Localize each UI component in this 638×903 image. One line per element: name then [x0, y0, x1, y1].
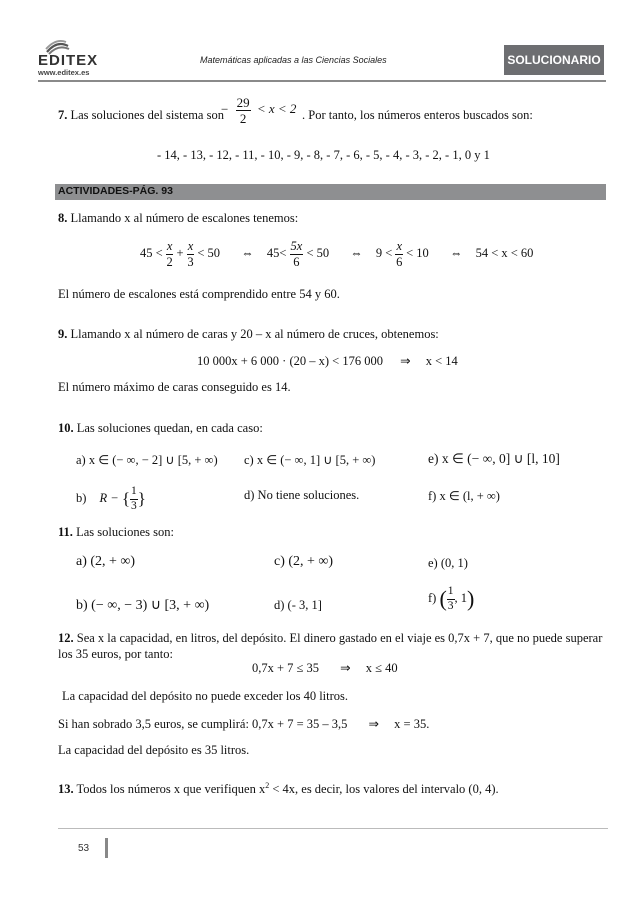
eq-part: 0,7x + 7 ≤ 35	[252, 661, 320, 675]
eq-part: < 50	[197, 245, 221, 260]
q13-text: Todos los números x que verifiquen x	[76, 782, 266, 797]
q9-text: Llamando x al número de caras y 20 – x al número de cruces, obtenemos:	[70, 327, 439, 341]
q11-answer-e: e) (0, 1)	[428, 556, 468, 570]
q12-line-2	[58, 716, 429, 732]
q11-answer-f	[428, 586, 474, 612]
fraction: $\frac{x}{2}$	[166, 239, 173, 269]
eq-part: < 50	[306, 245, 330, 260]
q12-equation	[252, 660, 398, 676]
eq-part: 10 000x + 6 000 · (20 – x) < 176 000	[197, 354, 383, 368]
brand-url: www.editex.es	[38, 68, 90, 77]
brace-open: {	[121, 489, 131, 508]
q9-equation	[197, 353, 458, 369]
q7-text: Las soluciones del sistema son	[70, 108, 224, 122]
q10-answer-b	[76, 486, 146, 512]
question-number: 10.	[58, 421, 74, 435]
page-header-title: Matemáticas aplicadas a las Ciencias Sociales	[200, 55, 387, 65]
minus-sign: −	[221, 101, 229, 117]
q9-conclusion: El número máximo de caras conseguido es 14.	[58, 380, 291, 394]
q11-answer-c: c) (2, + ∞)	[274, 554, 334, 569]
q10-answer-a: a) x ∈ (− ∞, − 2] ∪ [5, + ∞)	[76, 453, 218, 467]
answer-label: b)	[76, 490, 87, 505]
plus-sign: +	[176, 245, 184, 260]
answer-label: f)	[428, 590, 437, 605]
q11-answer-b: b) (− ∞, − 3) ∪ [3, + ∞)	[76, 598, 210, 613]
q12-line-1: La capacidad del depósito no puede exceder los 40 litros.	[62, 689, 349, 703]
q10-text: Las soluciones quedan, en cada caso:	[76, 421, 263, 435]
q7-integer-list: - 14, - 13, - 12, - 11, - 10, - 9, - 8, - 7, - 6, - 5, - 4, - 3, - 2, - 1, 0 y 1	[157, 148, 490, 162]
eq-part: x ≤ 40	[365, 661, 398, 675]
brand-name: EDITEX	[38, 52, 99, 69]
q12-text: Sea x la capacidad, en litros, del depósito. El dinero gastado en el viaje es 0,7x + 7, que no puede superar los 35 euros, por tanto:	[58, 631, 603, 661]
eq-part: 54 < x < 60	[475, 245, 534, 260]
q8-text: Llamando x al número de escalones tenemos:	[70, 211, 299, 225]
question-number: 9.	[58, 327, 68, 341]
q10-answer-e: e) x ∈ (− ∞, 0] ∪ [l, 10]	[428, 451, 560, 466]
q13-text-continued: < 4x, es decir, los valores del intervalo (0, 4).	[269, 782, 499, 797]
iff-symbol: ⇔	[449, 245, 463, 260]
q10-answer-c: c) x ∈ (− ∞, 1] ∪ [5, + ∞)	[244, 453, 376, 467]
implies-symbol: ⇒	[340, 661, 351, 675]
section-title: ACTIVIDADES-PÁG. 93	[58, 185, 173, 197]
footer-divider	[58, 828, 608, 829]
fraction: $\frac{1}{3}$	[131, 485, 137, 512]
set-expression: R −	[99, 490, 119, 505]
q12-line-3: La capacidad del depósito es 35 litros.	[58, 743, 250, 757]
footer-bar	[105, 838, 108, 858]
q10-answer-f: f) x ∈ (l, + ∞)	[428, 489, 500, 503]
q10-answer-d: d) No tiene soluciones.	[244, 488, 360, 502]
eq-part: 45 <	[140, 245, 163, 260]
eq-part: 45<	[266, 245, 287, 260]
question-9	[58, 327, 439, 342]
eq-part: 9 <	[375, 245, 393, 260]
q7-text-continued: . Por tanto, los números enteros buscados son:	[302, 108, 533, 122]
question-13	[58, 781, 499, 797]
fraction: $\frac{1}{3}$	[447, 585, 454, 612]
eq-part: Si han sobrado 3,5 euros, se cumplirá: 0,7x + 7 = 35 – 3,5	[58, 717, 348, 731]
brace-close: }	[137, 489, 146, 508]
question-number: 8.	[58, 211, 68, 225]
question-number: 12.	[58, 631, 74, 645]
fraction: $\frac{x}{6}$	[396, 239, 403, 269]
page-number: 53	[78, 843, 90, 854]
question-10	[58, 421, 263, 436]
fraction: $\frac{29}{2}$	[236, 95, 250, 126]
question-number: 7.	[58, 108, 68, 122]
question-11	[58, 525, 174, 540]
inequality: < x < 2	[256, 101, 297, 117]
header-divider	[38, 80, 606, 82]
eq-part: x < 14	[425, 354, 458, 368]
fraction: $\frac{5x}{6}$	[290, 239, 303, 269]
q11-answer-d: d) (- 3, 1]	[274, 598, 322, 612]
implies-symbol: ⇒	[400, 354, 411, 368]
exponent: 2	[265, 781, 270, 790]
paren-open: (	[439, 586, 447, 611]
question-7	[58, 108, 224, 123]
fraction: $\frac{x}{3}$	[187, 239, 194, 269]
question-8	[58, 211, 298, 226]
interval-end: , 1	[454, 590, 468, 605]
question-number: 13.	[58, 782, 74, 797]
question-12	[58, 630, 608, 662]
question-number: 11.	[58, 525, 73, 539]
solucionario-badge: SOLUCIONARIO	[504, 45, 604, 75]
q8-equation-chain	[140, 240, 533, 268]
iff-symbol: ⇔	[241, 245, 254, 260]
q8-conclusion: El número de escalones está comprendido entre 54 y 60.	[58, 287, 340, 301]
eq-part: < 10	[406, 245, 429, 260]
iff-symbol: ⇔	[350, 245, 363, 260]
eq-part: x = 35.	[394, 717, 430, 731]
q7-expression	[221, 96, 296, 125]
q11-text: Las soluciones son:	[76, 525, 174, 539]
implies-symbol: ⇒	[368, 717, 380, 731]
q11-answer-a: a) (2, + ∞)	[76, 554, 136, 569]
paren-close: )	[467, 586, 475, 611]
